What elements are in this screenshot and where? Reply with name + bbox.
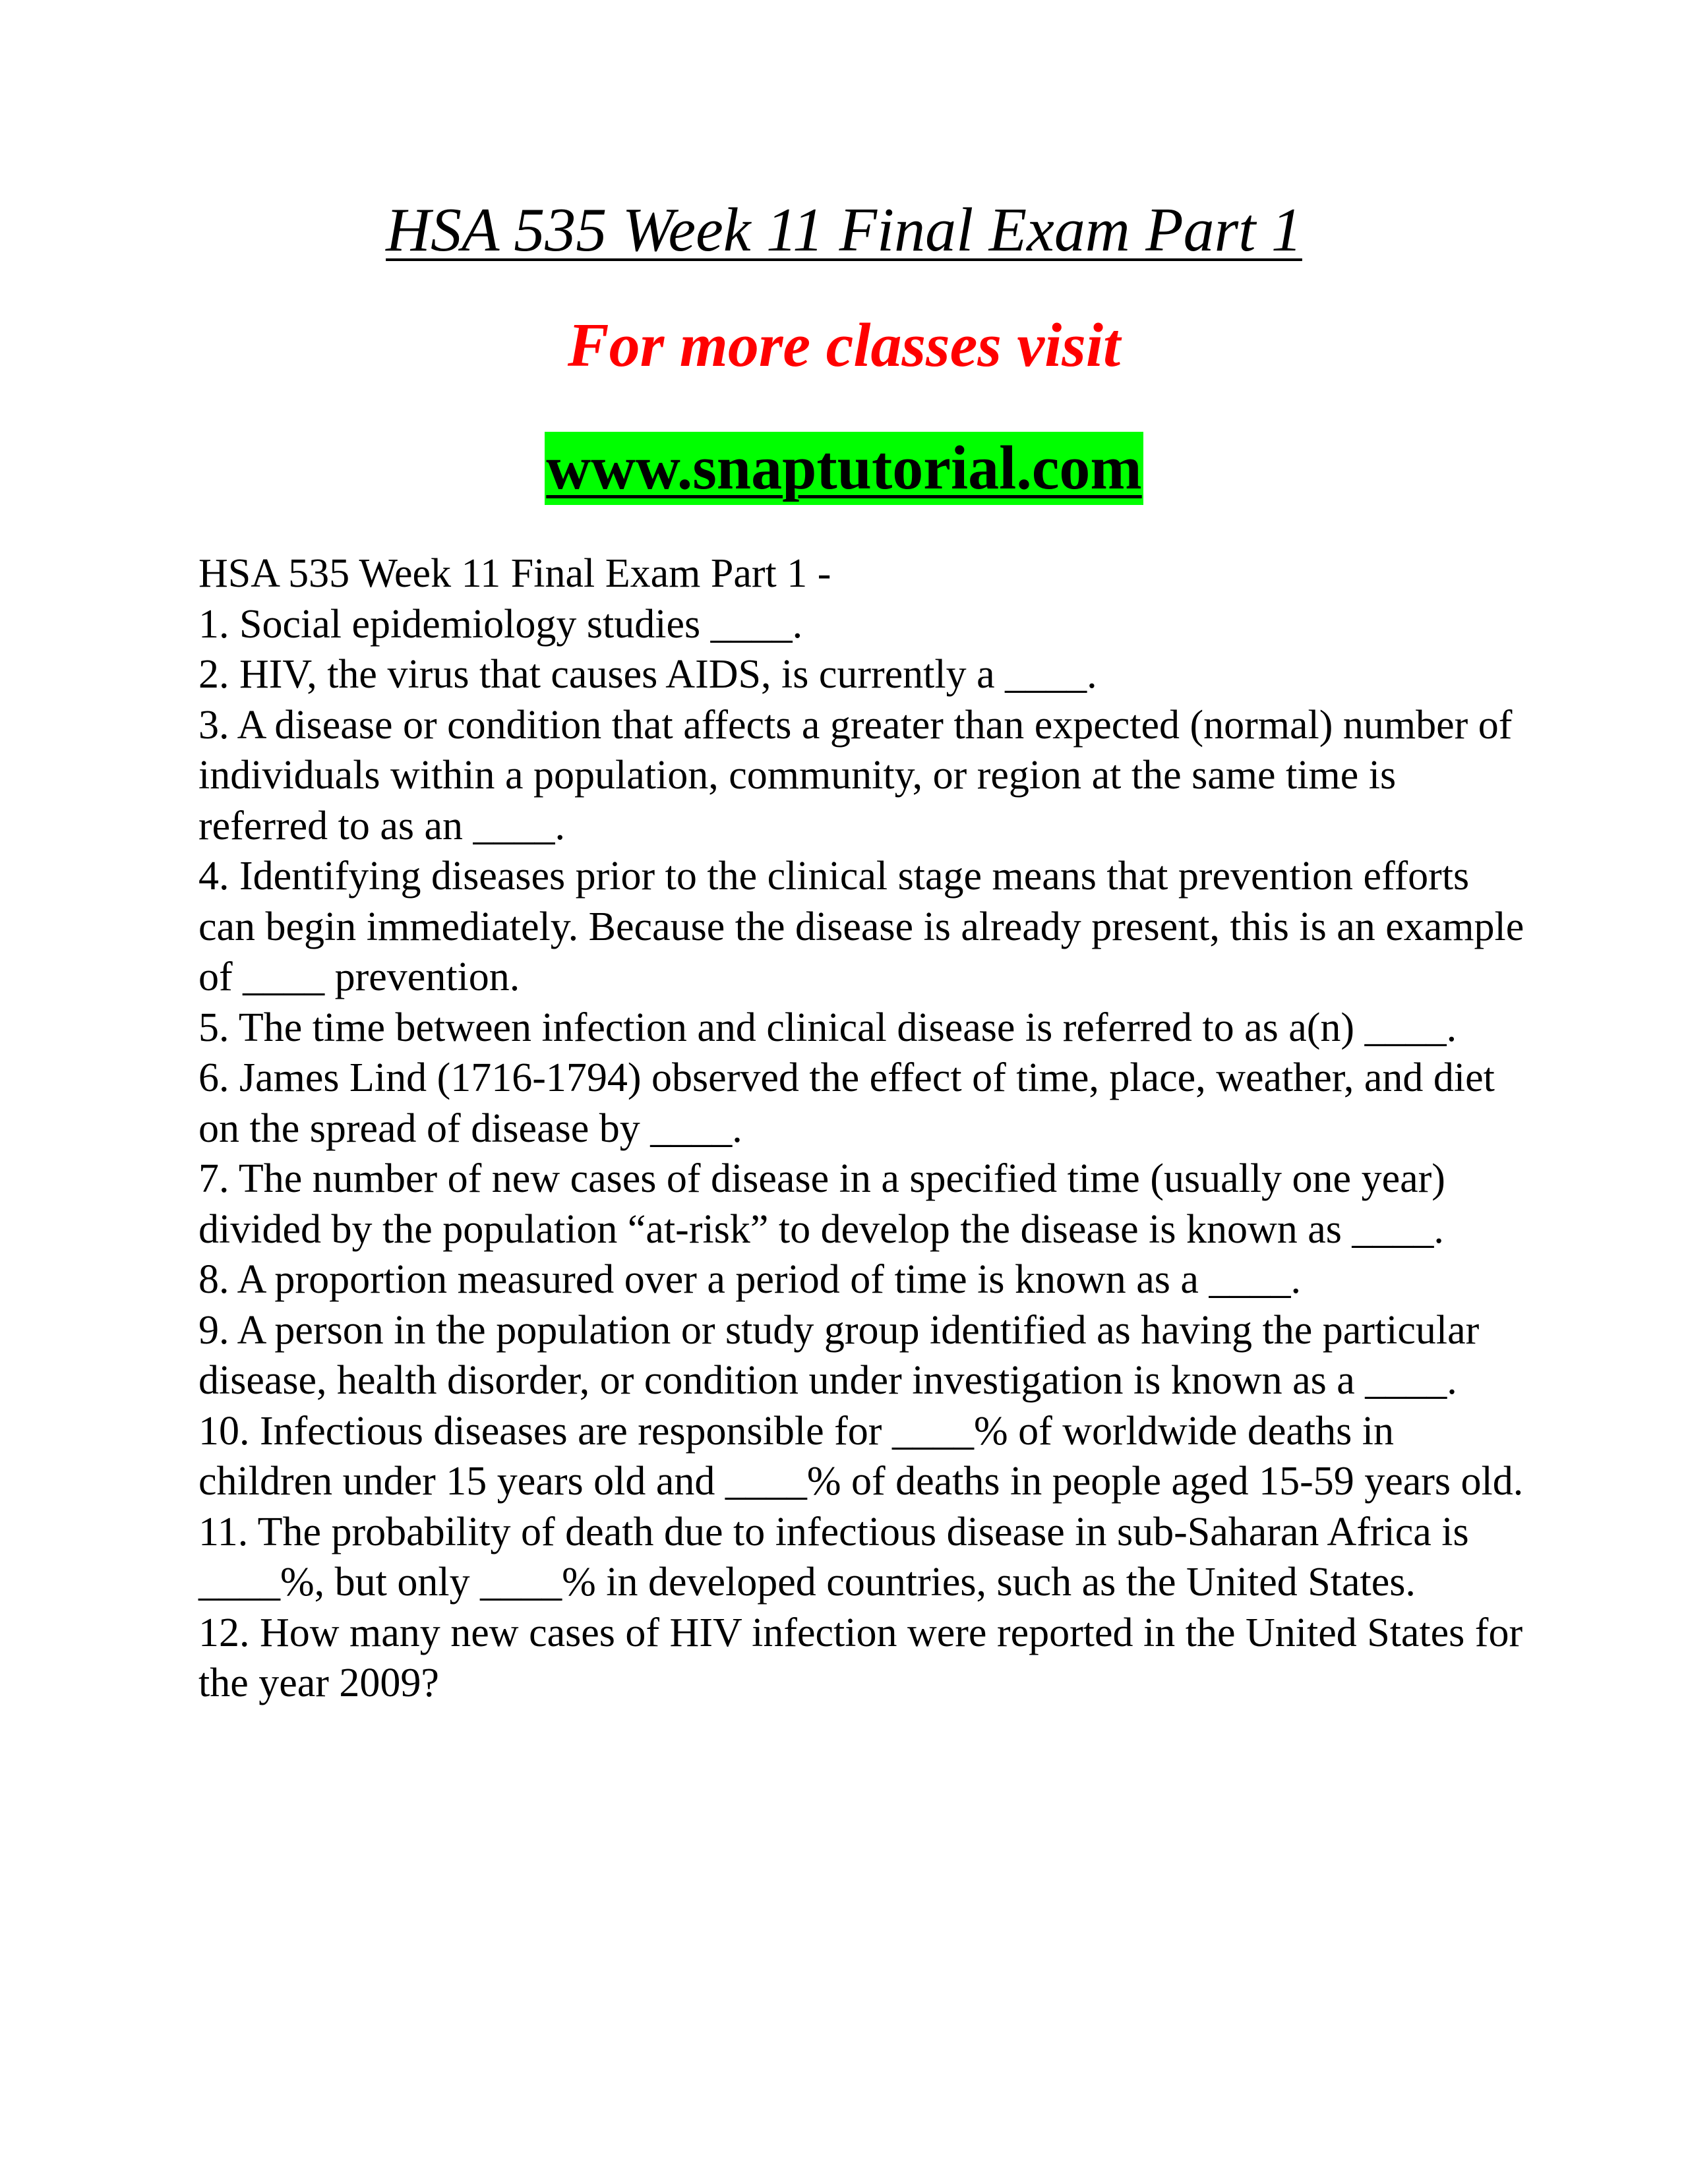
link-container <box>0 432 1688 505</box>
question-4: 4. Identifying diseases prior to the clinical stage means that prevention efforts can begin immediately. Because the disease is already present, this is an example of ____ prevention. <box>198 854 1524 999</box>
exam-heading: HSA 535 Week 11 Final Exam Part 1 - <box>198 551 831 596</box>
question-8: 8. A proportion measured over a period of time is known as a ____. <box>198 1257 1301 1302</box>
promo-text: For more classes visit <box>567 311 1121 380</box>
question-9: 9. A person in the population or study group identified as having the particular disease, health disorder, or condition under investigation is known as a ____. <box>198 1307 1480 1403</box>
question-1: 1. Social epidemiology studies ____. <box>198 601 803 647</box>
question-2: 2. HIV, the virus that causes AIDS, is currently a ____. <box>198 652 1097 697</box>
exam-body <box>198 548 1530 1709</box>
website-link[interactable]: www.snaptutorial.com <box>545 432 1143 505</box>
question-11: 11. The probability of death due to infectious disease in sub-Saharan Africa is ____%, but only ____% in developed countries, such as the United States. <box>198 1509 1469 1605</box>
question-6: 6. James Lind (1716-1794) observed the effect of time, place, weather, and diet on the spread of disease by ____. <box>198 1055 1495 1151</box>
question-12: 12. How many new cases of HIV infection were reported in the United States for the year 2009? <box>198 1610 1523 1705</box>
question-5: 5. The time between infection and clinical disease is referred to as a(n) ____. <box>198 1005 1457 1050</box>
document-title <box>0 194 1688 266</box>
question-7: 7. The number of new cases of disease in a specified time (usually one year) divided by the population “at-risk” to develop the disease is known as ____. <box>198 1156 1445 1252</box>
question-10: 10. Infectious diseases are responsible for ____% of worldwide deaths in children under 15 years old and ____% of deaths in people aged 15-59 years old. <box>198 1408 1524 1504</box>
document-title-text: HSA 535 Week 11 Final Exam Part 1 <box>386 196 1302 264</box>
question-3: 3. A disease or condition that affects a greater than expected (normal) number of individuals within a population, community, or region at the same time is referred to as an ____. <box>198 702 1513 848</box>
